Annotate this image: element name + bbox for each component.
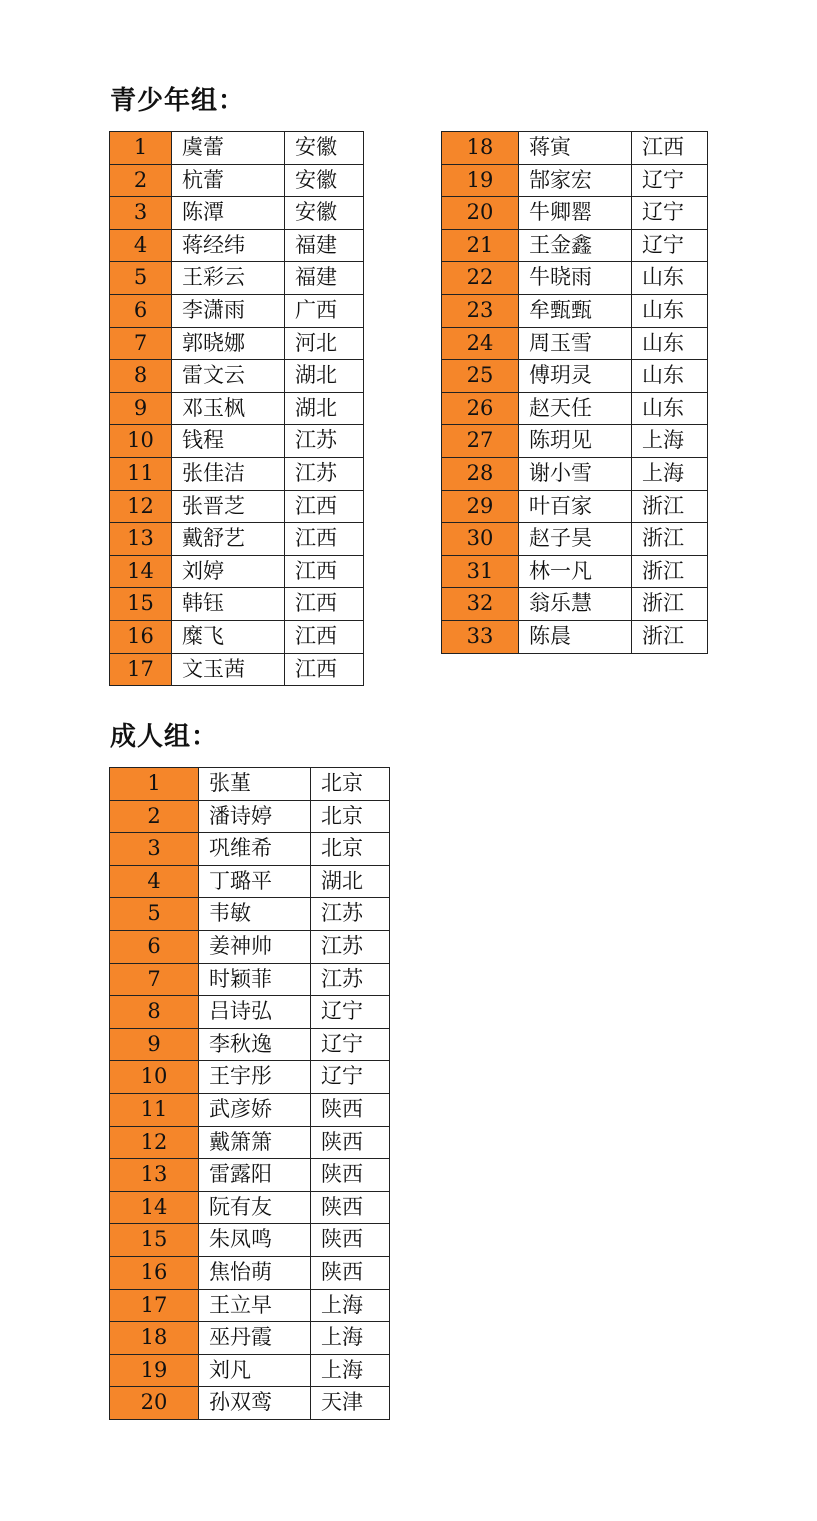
province-cell: 山东 [632,294,708,327]
row-number-cell: 6 [110,930,199,963]
row-number-cell: 16 [110,620,172,653]
row-number-cell: 16 [110,1256,199,1289]
name-cell: 张晋芝 [172,490,285,523]
province-cell: 江苏 [311,898,390,931]
table-row [110,865,390,898]
name-cell: 焦怡萌 [199,1256,311,1289]
table-row [110,1256,390,1289]
row-number-cell: 7 [110,327,172,360]
row-number-cell: 3 [110,197,172,230]
row-number-cell: 29 [442,490,519,523]
table-row [110,653,364,686]
table-row [442,523,708,556]
name-cell: 巩维希 [199,833,311,866]
row-number-cell: 24 [442,327,519,360]
table-row [442,620,708,653]
province-cell: 辽宁 [311,1028,390,1061]
row-number-cell: 8 [110,360,172,393]
province-cell: 江苏 [311,930,390,963]
youth-table-right [441,131,708,654]
province-cell: 安徽 [285,132,364,165]
province-cell: 上海 [311,1289,390,1322]
table-row [442,132,708,165]
province-cell: 辽宁 [311,996,390,1029]
row-number-cell: 17 [110,1289,199,1322]
name-cell: 朱凤鸣 [199,1224,311,1257]
province-cell: 湖北 [285,360,364,393]
youth-table-left [109,131,364,686]
adult-heading: 成人组： [110,722,219,752]
name-cell: 吕诗弘 [199,996,311,1029]
name-cell: 韩钰 [172,588,285,621]
name-cell: 牟甄甄 [519,294,632,327]
name-cell: 姜神帅 [199,930,311,963]
row-number-cell: 28 [442,457,519,490]
province-cell: 江西 [285,620,364,653]
province-cell: 北京 [311,800,390,833]
province-cell: 辽宁 [632,197,708,230]
row-number-cell: 1 [110,768,199,801]
name-cell: 周玉雪 [519,327,632,360]
name-cell: 阮有友 [199,1191,311,1224]
province-cell: 陕西 [311,1224,390,1257]
province-cell: 江苏 [311,963,390,996]
name-cell: 赵子昊 [519,523,632,556]
table-row [110,555,364,588]
row-number-cell: 15 [110,588,172,621]
table-row [110,1289,390,1322]
row-number-cell: 10 [110,425,172,458]
row-number-cell: 10 [110,1061,199,1094]
row-number-cell: 14 [110,555,172,588]
row-number-cell: 5 [110,898,199,931]
table-row [110,132,364,165]
province-cell: 湖北 [285,392,364,425]
name-cell: 潘诗婷 [199,800,311,833]
table-row [110,1322,390,1355]
name-cell: 蒋经纬 [172,229,285,262]
province-cell: 湖北 [311,865,390,898]
table-row [110,197,364,230]
row-number-cell: 13 [110,523,172,556]
table-row [442,360,708,393]
name-cell: 赵天任 [519,392,632,425]
name-cell: 王彩云 [172,262,285,295]
row-number-cell: 20 [442,197,519,230]
table-row [110,327,364,360]
name-cell: 戴箫箫 [199,1126,311,1159]
province-cell: 浙江 [632,588,708,621]
row-number-cell: 25 [442,360,519,393]
name-cell: 王金鑫 [519,229,632,262]
row-number-cell: 12 [110,490,172,523]
name-cell: 张堇 [199,768,311,801]
table-row [110,930,390,963]
province-cell: 辽宁 [632,229,708,262]
table-row [110,898,390,931]
province-cell: 上海 [311,1354,390,1387]
table-row [110,262,364,295]
row-number-cell: 33 [442,620,519,653]
name-cell: 叶百家 [519,490,632,523]
name-cell: 时颖菲 [199,963,311,996]
row-number-cell: 32 [442,588,519,621]
name-cell: 张佳洁 [172,457,285,490]
table-row [110,1224,390,1257]
name-cell: 郜家宏 [519,164,632,197]
province-cell: 山东 [632,360,708,393]
table-row [110,963,390,996]
table-row [110,1093,390,1126]
table-row [110,164,364,197]
table-row [110,996,390,1029]
row-number-cell: 17 [110,653,172,686]
table-row [110,360,364,393]
row-number-cell: 11 [110,457,172,490]
table-row [442,197,708,230]
row-number-cell: 19 [442,164,519,197]
province-cell: 辽宁 [632,164,708,197]
province-cell: 福建 [285,262,364,295]
province-cell: 北京 [311,768,390,801]
table-row [110,392,364,425]
table-row [110,833,390,866]
name-cell: 韦敏 [199,898,311,931]
province-cell: 陕西 [311,1256,390,1289]
row-number-cell: 2 [110,164,172,197]
row-number-cell: 22 [442,262,519,295]
table-row [110,294,364,327]
row-number-cell: 3 [110,833,199,866]
table-row [110,1061,390,1094]
table-row [110,1159,390,1192]
province-cell: 河北 [285,327,364,360]
table-row [442,490,708,523]
table-row [442,164,708,197]
table-row [110,1354,390,1387]
table-row [110,1028,390,1061]
province-cell: 山东 [632,262,708,295]
province-cell: 浙江 [632,490,708,523]
row-number-cell: 12 [110,1126,199,1159]
table-row [442,262,708,295]
table-row [110,229,364,262]
table-row [110,490,364,523]
table-row [442,425,708,458]
name-cell: 雷露阳 [199,1159,311,1192]
row-number-cell: 1 [110,132,172,165]
row-number-cell: 6 [110,294,172,327]
name-cell: 雷文云 [172,360,285,393]
adult-table [109,767,390,1420]
province-cell: 浙江 [632,523,708,556]
name-cell: 牛卿罂 [519,197,632,230]
name-cell: 牛晓雨 [519,262,632,295]
province-cell: 江苏 [285,457,364,490]
name-cell: 戴舒艺 [172,523,285,556]
row-number-cell: 9 [110,392,172,425]
row-number-cell: 13 [110,1159,199,1192]
row-number-cell: 18 [110,1322,199,1355]
table-row [110,1191,390,1224]
table-row [442,294,708,327]
row-number-cell: 4 [110,229,172,262]
name-cell: 孙双鸾 [199,1387,311,1420]
row-number-cell: 5 [110,262,172,295]
province-cell: 山东 [632,327,708,360]
name-cell: 刘凡 [199,1354,311,1387]
name-cell: 虞蕾 [172,132,285,165]
province-cell: 江西 [632,132,708,165]
row-number-cell: 23 [442,294,519,327]
province-cell: 江西 [285,523,364,556]
table-row [442,555,708,588]
name-cell: 林一凡 [519,555,632,588]
name-cell: 翁乐慧 [519,588,632,621]
row-number-cell: 11 [110,1093,199,1126]
table-row [110,800,390,833]
province-cell: 北京 [311,833,390,866]
name-cell: 糜飞 [172,620,285,653]
province-cell: 陕西 [311,1159,390,1192]
table-row [110,1126,390,1159]
name-cell: 李潇雨 [172,294,285,327]
province-cell: 江西 [285,653,364,686]
name-cell: 谢小雪 [519,457,632,490]
table-row [110,425,364,458]
province-cell: 福建 [285,229,364,262]
name-cell: 王宇彤 [199,1061,311,1094]
province-cell: 天津 [311,1387,390,1420]
table-row [110,768,390,801]
table-row [442,588,708,621]
table-row [110,588,364,621]
row-number-cell: 31 [442,555,519,588]
name-cell: 钱程 [172,425,285,458]
province-cell: 安徽 [285,164,364,197]
row-number-cell: 18 [442,132,519,165]
name-cell: 李秋逸 [199,1028,311,1061]
province-cell: 江西 [285,490,364,523]
table-row [110,1387,390,1420]
name-cell: 邓玉枫 [172,392,285,425]
province-cell: 安徽 [285,197,364,230]
name-cell: 陈玥见 [519,425,632,458]
row-number-cell: 2 [110,800,199,833]
name-cell: 蒋寅 [519,132,632,165]
table-row [442,457,708,490]
name-cell: 陈潭 [172,197,285,230]
name-cell: 陈晨 [519,620,632,653]
province-cell: 上海 [632,425,708,458]
youth-heading: 青少年组： [110,86,246,116]
name-cell: 刘婷 [172,555,285,588]
table-row [110,523,364,556]
row-number-cell: 20 [110,1387,199,1420]
province-cell: 陕西 [311,1093,390,1126]
province-cell: 辽宁 [311,1061,390,1094]
name-cell: 巫丹霞 [199,1322,311,1355]
row-number-cell: 19 [110,1354,199,1387]
name-cell: 郭晓娜 [172,327,285,360]
name-cell: 杭蕾 [172,164,285,197]
row-number-cell: 15 [110,1224,199,1257]
name-cell: 丁璐平 [199,865,311,898]
province-cell: 陕西 [311,1191,390,1224]
row-number-cell: 8 [110,996,199,1029]
province-cell: 江苏 [285,425,364,458]
table-row [110,457,364,490]
table-row [442,327,708,360]
table-row [442,392,708,425]
row-number-cell: 30 [442,523,519,556]
row-number-cell: 7 [110,963,199,996]
province-cell: 江西 [285,555,364,588]
province-cell: 上海 [632,457,708,490]
name-cell: 武彦娇 [199,1093,311,1126]
row-number-cell: 14 [110,1191,199,1224]
province-cell: 浙江 [632,620,708,653]
table-row [442,229,708,262]
row-number-cell: 9 [110,1028,199,1061]
province-cell: 山东 [632,392,708,425]
row-number-cell: 26 [442,392,519,425]
name-cell: 王立早 [199,1289,311,1322]
name-cell: 文玉茜 [172,653,285,686]
row-number-cell: 21 [442,229,519,262]
province-cell: 广西 [285,294,364,327]
province-cell: 浙江 [632,555,708,588]
province-cell: 上海 [311,1322,390,1355]
name-cell: 傅玥灵 [519,360,632,393]
row-number-cell: 4 [110,865,199,898]
province-cell: 陕西 [311,1126,390,1159]
table-row [110,620,364,653]
row-number-cell: 27 [442,425,519,458]
province-cell: 江西 [285,588,364,621]
